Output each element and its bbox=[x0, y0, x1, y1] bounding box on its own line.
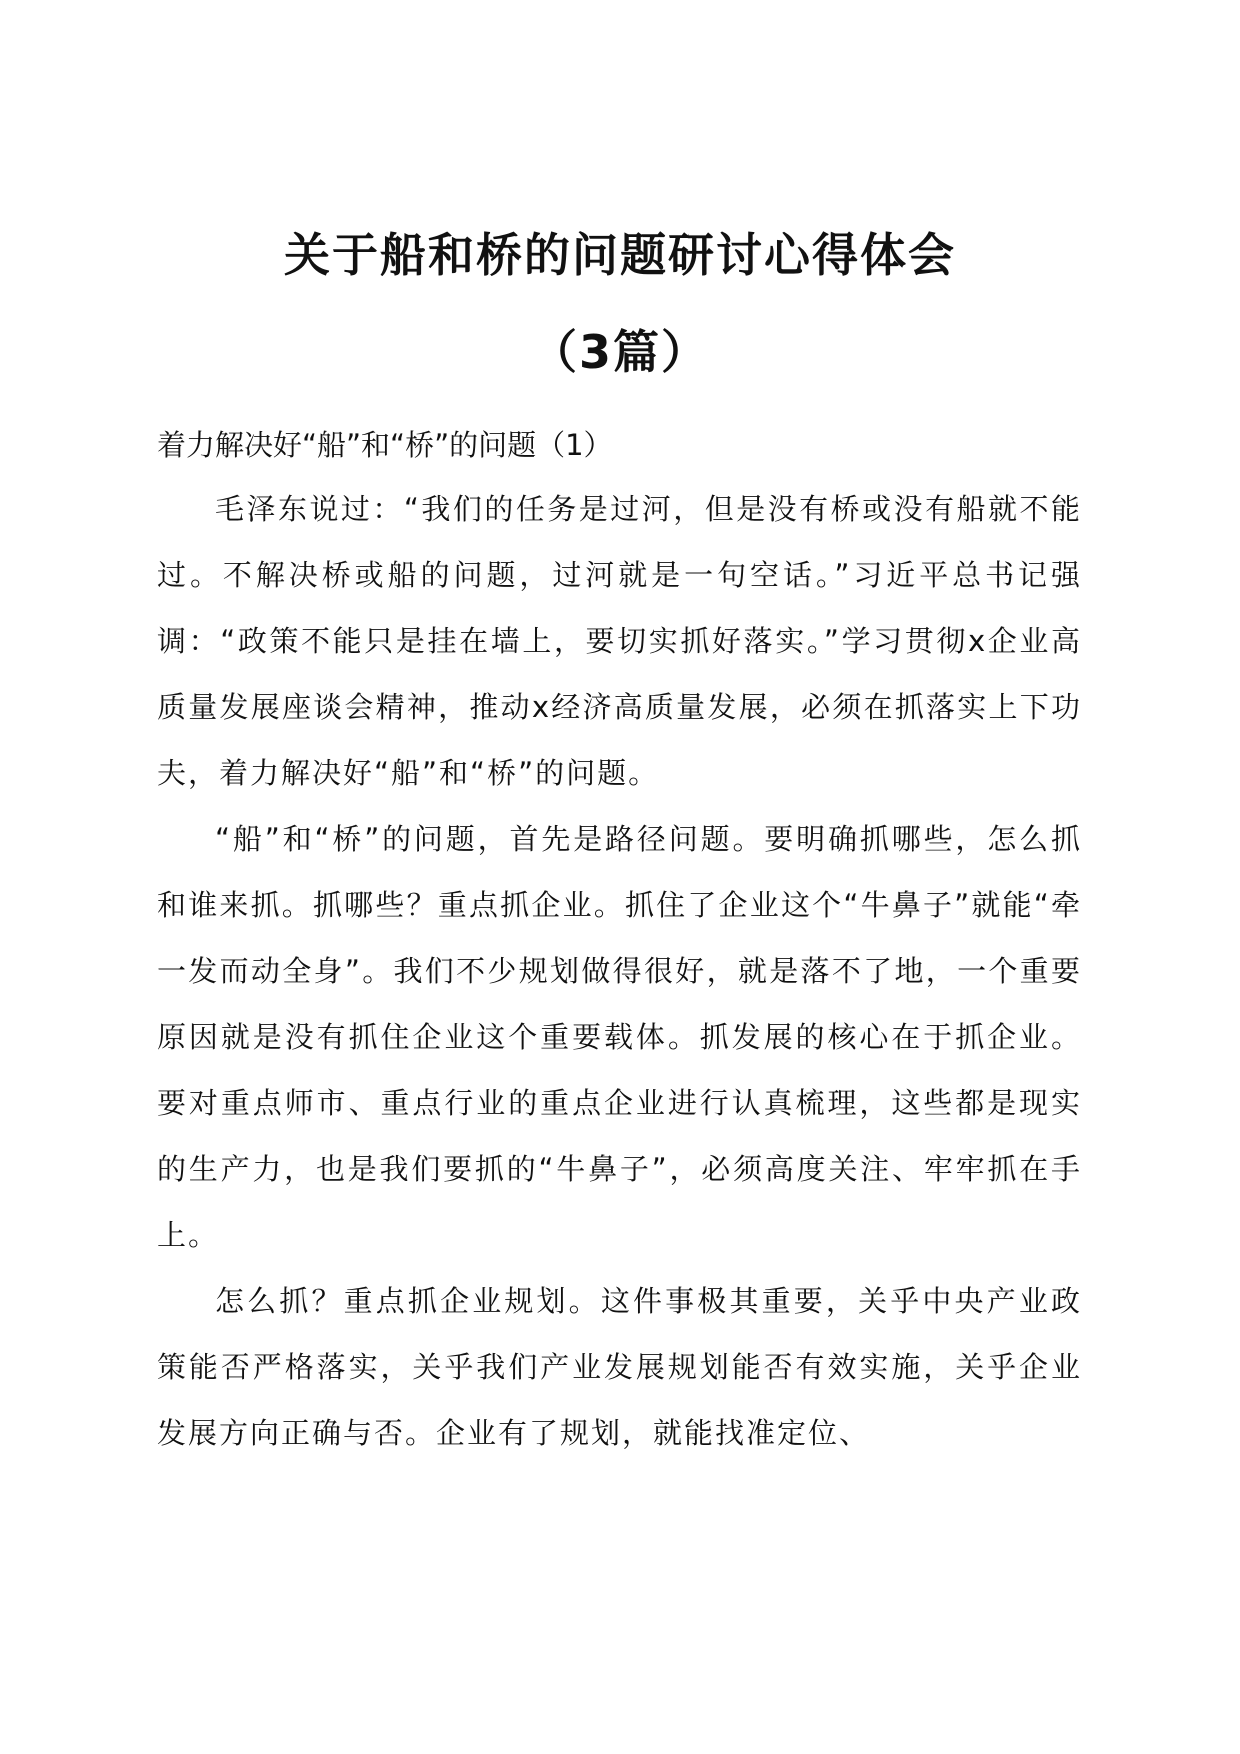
section-heading: 着力解决好“船”和“桥”的问题（1） bbox=[157, 428, 613, 462]
document-subtitle-count: （3篇） bbox=[530, 325, 709, 379]
document-body bbox=[157, 425, 1082, 1466]
body-paragraph: 怎么抓？重点抓企业规划。这件事极其重要，关乎中央产业政策能否严格落实，关乎我们产业发展规划能否有效实施，关乎企业发展方向正确与否。企业有了规划，就能找准定位、 bbox=[157, 1284, 1082, 1450]
body-paragraph: “船”和“桥”的问题，首先是路径问题。要明确抓哪些，怎么抓和谁来抓。抓哪些？重点抓企业。抓住了企业这个“牛鼻子”就能“牵一发而动全身”。我们不少规划做得很好，就是落不了地，一个重要原因就是没有抓住企业这个重要载体。抓发展的核心在于抓企业。要对重点师市、重点行业的重点企业进行认真梳理，这些都是现实的生产力，也是我们要抓的“牛鼻子”，必须高度关注、牢牢抓在手上。 bbox=[157, 822, 1082, 1252]
body-paragraph: 毛泽东说过：“我们的任务是过河，但是没有桥或没有船就不能过。不解决桥或船的问题，过河就是一句空话。”习近平总书记强调：“政策不能只是挂在墙上，要切实抓好落实。”学习贯彻x企业高质量发展座谈会精神，推动x经济高质量发展，必须在抓落实上下功夫，着力解决好“船”和“桥”的问题。 bbox=[157, 492, 1082, 790]
document-title: 关于船和桥的问题研讨心得体会 bbox=[284, 228, 956, 282]
